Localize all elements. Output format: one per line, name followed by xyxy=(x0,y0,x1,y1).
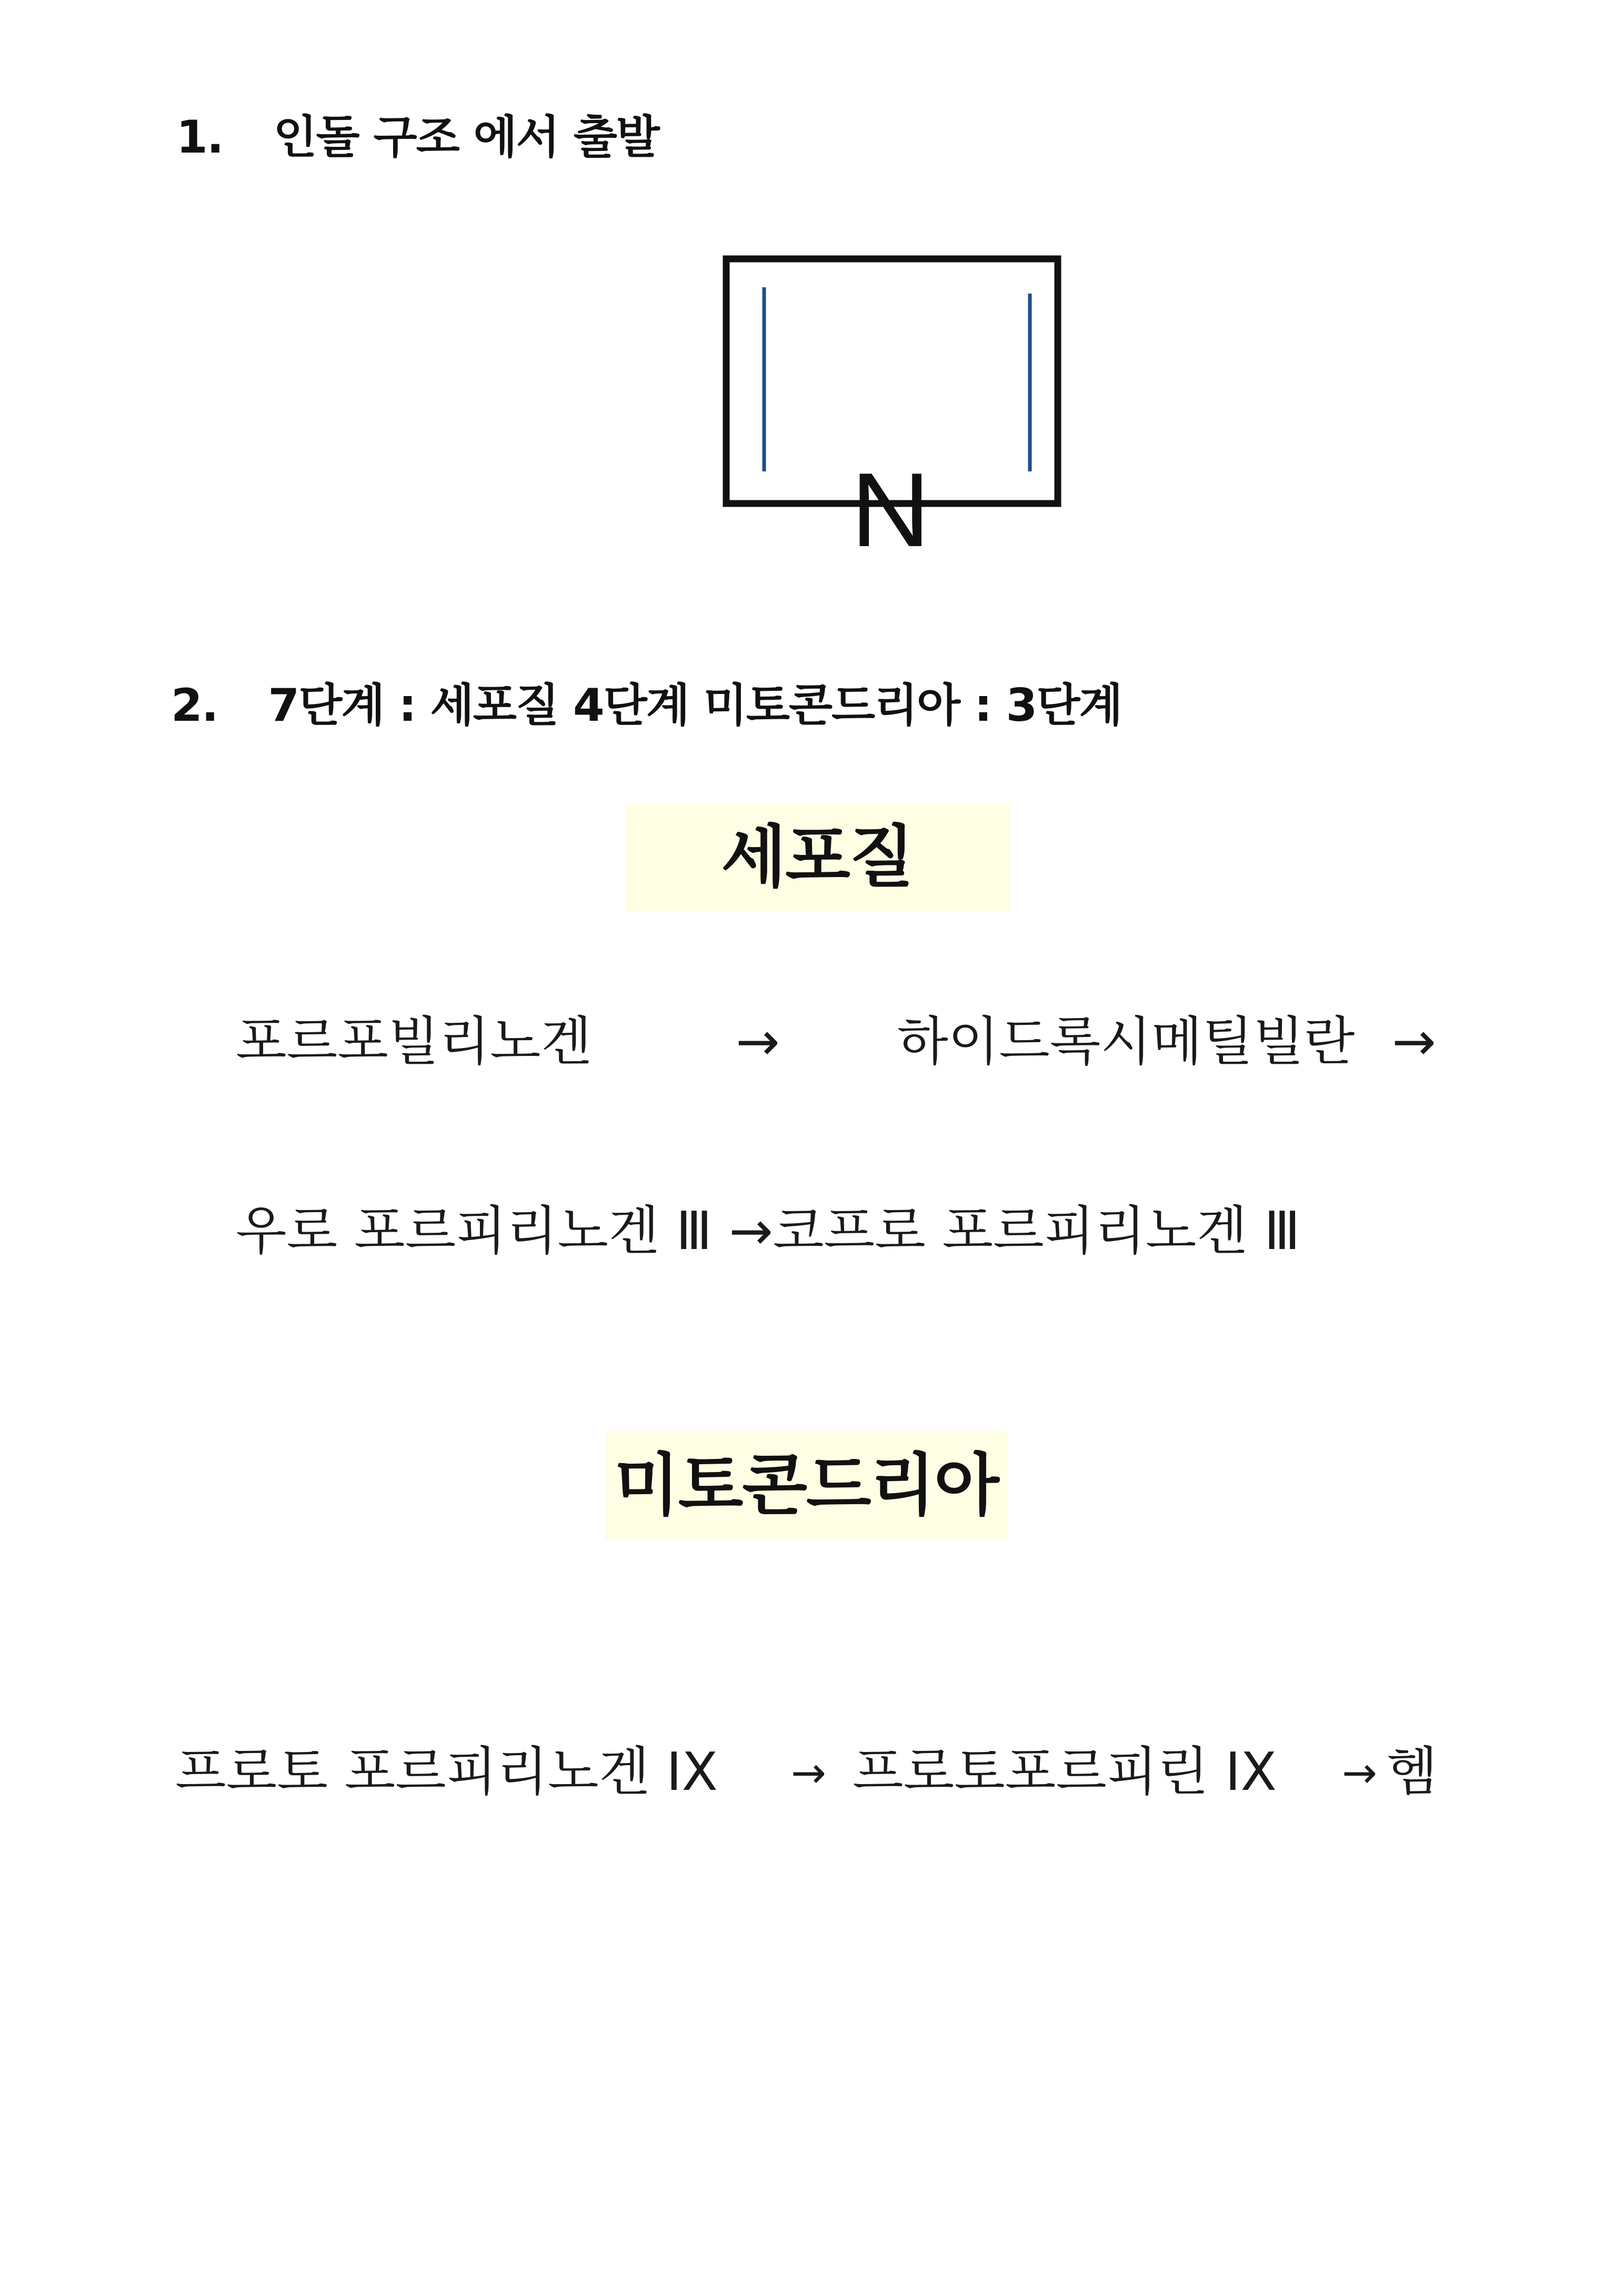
uroporphyrinogen-to-coproporphyrinogen-line: 우로 포르피리노겐 Ⅲ →코프로 포르피리노겐 Ⅲ xyxy=(236,1200,1300,1262)
pathway-arrow: → xyxy=(1392,1011,1436,1072)
mitochondria-title-box xyxy=(605,1431,1007,1540)
cytoplasm-title-box xyxy=(625,804,1009,911)
nitrogen-atom-label: N xyxy=(850,451,931,569)
pathway-arrow: → xyxy=(1342,1748,1378,1797)
step2-number: 2. xyxy=(171,679,218,732)
hydroxymethylbilane-label: 하이드록시메틸빌란 xyxy=(897,1011,1355,1072)
step1-text: 인돌 구조 에서 출발 xyxy=(273,111,659,164)
pathway-arrow: → xyxy=(736,1011,780,1072)
porphobilinogen-label: 포르포빌리노겐 xyxy=(236,1011,592,1072)
step2-text: 7단계 : 세포질 4단계 미토콘드리아 : 3단계 xyxy=(268,679,1122,732)
step1-number: 1. xyxy=(176,111,223,164)
heme-label: 헴 xyxy=(1387,1741,1438,1802)
pathway-arrow: → xyxy=(791,1748,827,1797)
cytoplasm-title: 세포질 xyxy=(721,818,914,897)
step1-heading xyxy=(176,111,659,164)
protoporphyrinogen-label: 프로토 포르피리노겐 IX xyxy=(175,1741,718,1802)
step2-heading xyxy=(171,679,1122,732)
protoporphyrin-label: 프로토포르피린 IX xyxy=(853,1741,1277,1802)
mitochondria-title: 미토콘드리아 xyxy=(614,1446,998,1525)
